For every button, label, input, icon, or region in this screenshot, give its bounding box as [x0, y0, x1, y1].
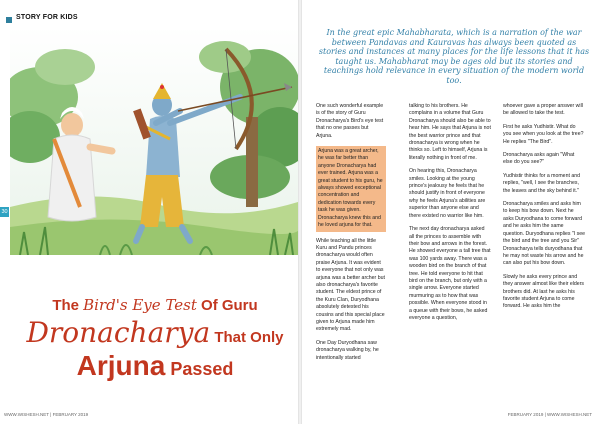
title-of-guru: Of Guru — [196, 297, 258, 314]
title-that-only: That Only — [210, 329, 284, 346]
col1-paragraph-1: One such wonderful example is of the story of Guru Dronacharya's Bird's eye test that no one passes but Arjuna. — [316, 103, 384, 139]
col2-paragraph-1: talking to his brothers. He complains in a volume that Guru Dronacharya should also be able to hear him. He says that Arjuna is not the best warrior prince and that dronacharya is wrong when he thinks so. Left to himself, Arjuna is literally nothing in front of me. — [409, 103, 491, 161]
col1-paragraph-2: While teaching all the little Kuru and Pandu princes dronacharya would often praise Arjuna. It was evident to everyone that not only was arjuna was a better archer but also dronacharya's favorite student. The eldest prince of the Kuru Clan, Duryodhana absolutely detested his cousins and this special place given to Arjuna made him extremely mad. — [316, 237, 385, 333]
title-line-1 — [12, 296, 298, 315]
col3-paragraph-5: Dronacharya smiles and asks him to keep his bow down. Next he asks Duryodhana to come forward and he asks him the same question. Duryodhana replies "I see the bird and the tree and you Sir" Dronacharya tells duryodhana that he may not waste his arrow and he can also put his bow down. — [503, 201, 586, 267]
col3-paragraph-3: Dronacharya asks again "What else do you see?" — [503, 152, 575, 166]
title-dronacharya: Dronacharya — [26, 316, 211, 349]
title-birds-eye-test: Bird's Eye Test — [83, 296, 197, 314]
section-marker — [6, 17, 12, 23]
title-line-3 — [12, 350, 298, 382]
arjuna-archery-illustration — [10, 27, 298, 255]
col2-paragraph-3: The next day dronacharya asked all the princes to assemble with their bow and arrows in the forest. He showed everyone a tall tree that was 100 yards away. There was a wooden bird on the branch of that tree. He told everyone to hit that bird on the branch, but only with a single arrow. Everyone started murmuring as to how that was possible. When everyone stood in a queue with their bows, he asked everyone a question, — [409, 226, 491, 321]
text-column-1 — [316, 103, 386, 368]
footer-left: WWW.WISHESH.NET | FEBRUARY 2019 — [4, 412, 89, 417]
title-the: The — [52, 297, 84, 314]
text-column-3 — [503, 103, 585, 317]
col3-paragraph-6: Slowly he asks every prince and they answer almost like their elders brothers did. At last he asks his favorite student Arjuna to come forward. He asks him the — [503, 273, 585, 310]
page-number: 30 — [1, 209, 8, 215]
col3-paragraph-2: First he asks Yudhistir. What do you see when you look at the tree? He replies "The Bird". — [503, 123, 584, 145]
col3-paragraph-4: Yudhistir thinks for a moment and replies, "well, I see the branches, the leaves and the sky behind it." — [503, 172, 580, 194]
col3-paragraph-1: whoever gave a proper answer will be allowed to take the test. — [503, 103, 583, 117]
title-arjuna: Arjuna — [76, 350, 166, 381]
title-line-2 — [12, 316, 298, 349]
title-passed: Passed — [165, 359, 234, 379]
col1-paragraph-3: One Day Duryodhana saw dronacharya walking by, he intentionally started — [316, 339, 379, 361]
page-spine — [298, 0, 302, 424]
section-label: STORY FOR KIDS — [16, 14, 78, 21]
col1-highlight-box: Arjuna was a great archer, he was far better than anyone Dronacharya had ever trained. Arjuna was a great student to his guru, he always showed exceptional concentration and dedication towards every task he was given. Dronacharya knew this and he loved arjuna for that. — [316, 146, 386, 231]
col2-paragraph-2: On hearing this, Dronacharya smiles. Looking at the young prince's jealousy he feels that he should justify in front of everyone why he feels Arjuna's abilities are superior than anyone else and there existed no warrior like him. — [409, 168, 486, 219]
footer-right: FEBRUARY 2019 | WWW.WISHESH.NET — [507, 412, 592, 417]
text-column-2 — [409, 103, 491, 328]
intro-paragraph: In the great epic Mahabharata, which is a narration of the war between Pandavas and Kauravas has always been quoted as stories and instances at many places for the life lessons that it has taught us. Mahabharat may be ages old but its stories and teachings hold relevance in every situation of the modern world too. — [318, 28, 590, 85]
